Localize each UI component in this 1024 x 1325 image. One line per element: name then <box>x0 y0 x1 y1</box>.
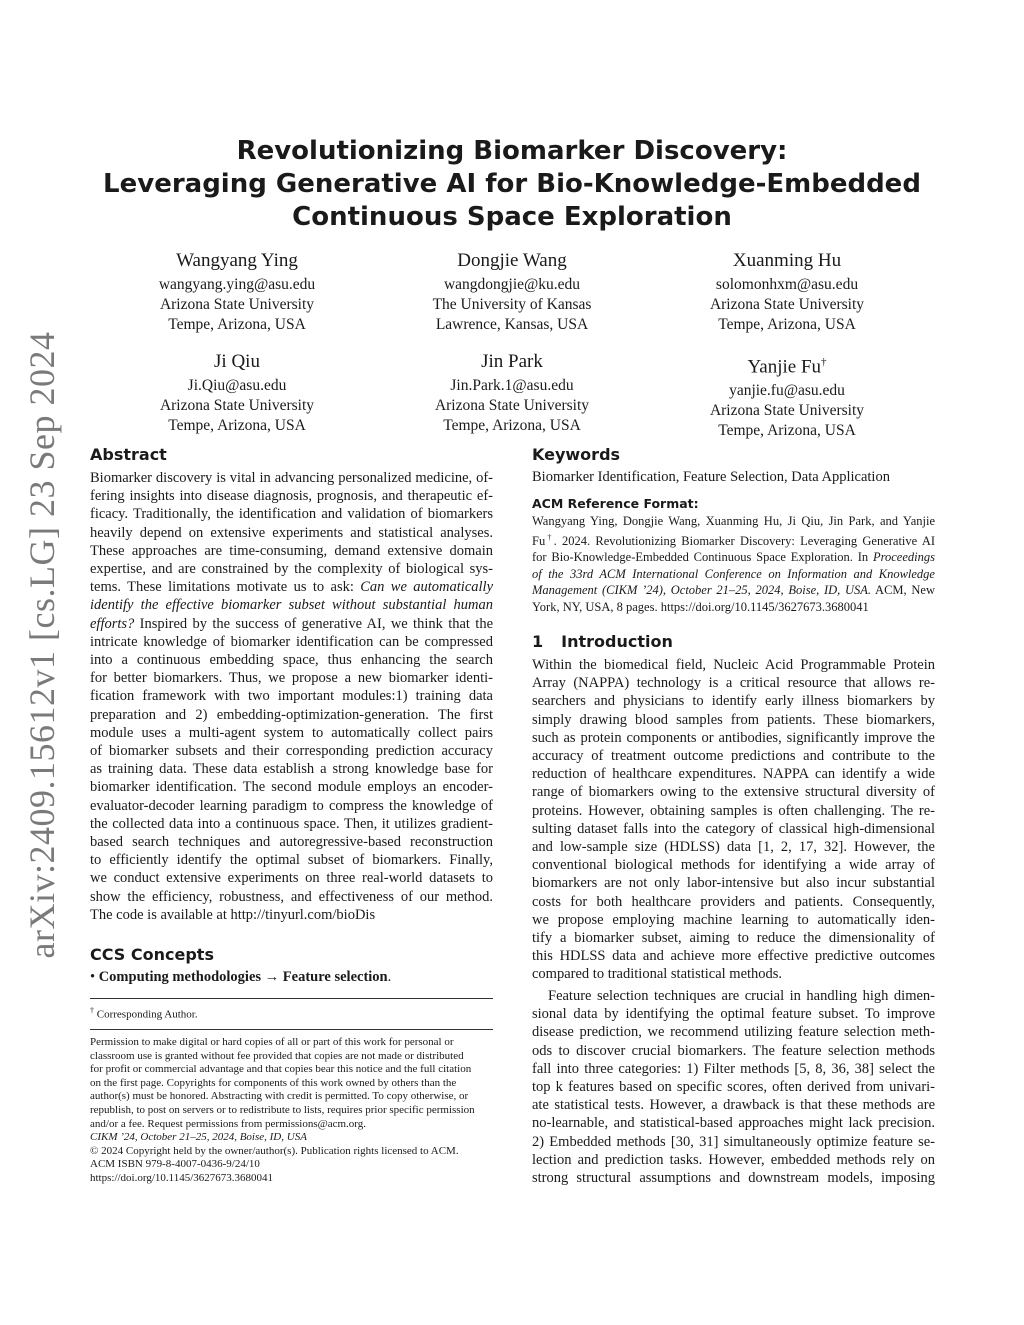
abstract-line: based search techniques and autoregressive-based reconstruction <box>90 834 493 851</box>
author-location: Lawrence, Kansas, USA <box>435 316 589 333</box>
isbn-line: ACM ISBN 979-8-4007-0436-9/24/10 <box>90 1158 260 1171</box>
acm-ref-line: York, NY, USA, 8 pages. https://doi.org/10.1145/3627673.3680041 <box>532 599 869 614</box>
ccs-item: Computing methodologies <box>98 969 262 985</box>
ccs-arrow: → <box>261 969 283 985</box>
intro-line: compared to traditional statistical methods. <box>532 966 783 983</box>
intro-line: tify a biomarker subset, aiming to reduce the dimensionality of <box>532 930 935 947</box>
author-location: Tempe, Arizona, USA <box>168 417 306 434</box>
acm-ref-italic: Proceedings <box>872 550 935 565</box>
intro-line: conventional biological methods for identifying a wide array of <box>532 857 935 874</box>
intro-line: lection and prediction tasks. However, embedded methods rely on <box>532 1151 935 1168</box>
author-block <box>87 249 387 335</box>
author-block <box>637 249 937 335</box>
author-block <box>87 350 387 436</box>
intro-line: Array (NAPPA) technology is a critical resource that allows re- <box>532 675 935 692</box>
footnote <box>90 1004 198 1022</box>
abstract-line: preparation and 2) embedding-optimization-generation. The first <box>90 706 493 723</box>
author-affiliation: Arizona State University <box>709 296 865 313</box>
footnote-text: Corresponding Author. <box>94 1008 198 1021</box>
intro-line: fall into three categories: 1) Filter methods [5, 8, 36, 38] select the <box>532 1060 935 1077</box>
ccs-heading: CCS Concepts <box>90 945 214 964</box>
permission-block <box>90 1036 493 1186</box>
ccs-concepts <box>90 969 391 986</box>
author-location: Tempe, Arizona, USA <box>718 316 856 333</box>
permission-divider <box>90 1029 493 1030</box>
abstract-line: biomarker identification. The second module employs an encoder- <box>90 779 493 796</box>
intro-line: this HDLSS data and achieve more effective predictive outcomes <box>532 948 935 965</box>
intro-paragraph-1 <box>532 656 935 984</box>
title-line-1: Revolutionizing Biomarker Discovery: <box>236 136 788 166</box>
intro-line: proteins. However, obtaining samples is often challenging. The re- <box>532 802 935 819</box>
author-email[interactable]: wangyang.ying@asu.edu <box>158 276 316 293</box>
permission-line: classroom use is granted without fee provided that copies are not made or distributed <box>90 1049 464 1062</box>
intro-line: biomarkers are not only labor-intensive but also incur substantial <box>532 875 935 892</box>
author-name: Dongjie Wang <box>457 250 567 271</box>
abstract-line: The code is available at http://tinyurl.com/bioDis <box>90 906 376 923</box>
author-name-text: Yanjie Fu <box>747 356 822 378</box>
intro-paragraph-2 <box>532 987 935 1187</box>
abstract-line: we conduct extensive experiments on three real-world datasets to <box>90 870 493 887</box>
intro-line: top k features based on specific scores, often derived from univari- <box>532 1079 935 1096</box>
abstract-body <box>90 469 493 924</box>
acm-reference <box>532 513 935 615</box>
acm-ref-line <box>532 549 935 566</box>
abstract-line: module uses a multi-agent system to automatically collect pairs <box>90 724 493 741</box>
intro-line: costs for both healthcare providers and patients. Consequently, <box>532 893 935 910</box>
acm-ref-line <box>532 566 935 583</box>
acm-ref-line <box>532 582 935 599</box>
author-name: Ji Qiu <box>214 351 260 372</box>
intro-line: disease prediction, we recommend utilizing feature selection meth- <box>532 1024 935 1041</box>
permission-line: republish, to post on servers or to redistribute to lists, requires prior specific permission <box>90 1103 475 1116</box>
intro-line: searchers and physicians to identify early illness biomarkers by <box>532 693 935 710</box>
abstract-line: to efficiently identify the optimal subset of biomarkers. Finally, <box>90 852 493 869</box>
intro-line: ods to discover crucial biomarkers. The feature selection methods <box>532 1042 935 1059</box>
conference-venue: CIKM ’24, October 21–25, 2024, Boise, ID, USA <box>90 1131 307 1144</box>
ccs-end: . <box>387 969 392 985</box>
section-title: Introduction <box>561 632 673 651</box>
intro-line: simply drawing blood samples from patients. These biomarkers, <box>532 711 935 728</box>
intro-line: ate statistical tests. However, a drawback is that these methods are <box>532 1097 935 1114</box>
abstract-line: as training data. These data establish a strong knowledge base for <box>90 761 493 778</box>
author-affiliation: Arizona State University <box>159 397 315 414</box>
abstract-question: Can we automatically <box>360 579 494 596</box>
abstract-line: of biomarker subsets and their corresponding prediction accuracy <box>90 743 493 760</box>
author-email[interactable]: yanjie.fu@asu.edu <box>729 382 845 400</box>
author-affiliation: Arizona State University <box>709 402 865 420</box>
arxiv-identifier: arXiv:2409.15612v1 [cs.LG] 23 Sep 2024 <box>22 331 62 959</box>
author-email[interactable]: Jin.Park.1@asu.edu <box>450 377 574 394</box>
intro-line: such as protein components or antibodies, significantly improve the <box>532 729 935 746</box>
author-email[interactable]: Ji.Qiu@asu.edu <box>187 377 287 394</box>
intro-line: accuracy of treatment outcome predictions and contribute to the <box>532 748 935 765</box>
author-block <box>637 350 937 441</box>
abstract-line <box>90 596 493 614</box>
abstract-line: for better biomarkers. Thus, we propose a new biomarker identi- <box>90 670 493 687</box>
title-line-3: Continuous Space Exploration <box>292 202 732 232</box>
author-affiliation: The University of Kansas <box>432 296 592 313</box>
author-email[interactable]: wangdongjie@ku.edu <box>443 276 581 293</box>
author-affiliation: Arizona State University <box>434 397 590 414</box>
author-email[interactable]: solomonhxm@asu.edu <box>715 276 859 293</box>
intro-line: Feature selection techniques are crucial in handling high dimen- <box>548 988 935 1004</box>
intro-line: sulting dataset falls into the category of classical high-dimensional <box>532 820 935 837</box>
author-name: Jin Park <box>481 351 543 372</box>
permission-line: and/or a fee. Request permissions from permissions@acm.org. <box>90 1117 367 1130</box>
acm-ref-text: Fu <box>532 533 546 548</box>
abstract-line: into a continuous embedding space, thus enhancing the search <box>90 652 493 669</box>
author-name: Xuanming Hu <box>732 250 842 271</box>
acm-ref-line <box>532 530 935 550</box>
title-line-2: Leveraging Generative AI for Bio-Knowledge-Embedded <box>103 169 921 199</box>
abstract-line <box>90 615 493 633</box>
keywords-text: Biomarker Identification, Feature Selection, Data Application <box>532 469 890 485</box>
abstract-question: efforts? <box>90 615 135 632</box>
acm-ref-text: . 2024. Revolutionizing Biomarker Discovery: Leveraging Generative AI <box>553 533 936 548</box>
paper-title <box>100 135 924 234</box>
section-number: 1 <box>532 632 544 651</box>
abstract-line: evaluator-decoder learning paradigm to compress the knowledge of <box>90 797 493 814</box>
copyright-line: © 2024 Copyright held by the owner/author(s). Publication rights licensed to ACM. <box>90 1144 459 1157</box>
acm-ref-text: for Bio-Knowledge-Embedded Continuous Space Exploration. In <box>532 550 873 565</box>
permission-line: Permission to make digital or hard copies of all or part of this work for personal or <box>90 1036 454 1048</box>
intro-heading <box>532 632 673 651</box>
abstract-heading: Abstract <box>90 445 167 464</box>
intro-line: we propose employing machine learning to automatically iden- <box>532 911 935 928</box>
acm-ref-heading: ACM Reference Format: <box>532 496 699 511</box>
author-location: Tempe, Arizona, USA <box>443 417 581 434</box>
author-location: Tempe, Arizona, USA <box>718 422 856 440</box>
intro-line: 2) Embedded methods [30, 31] simultaneously optimize feature se- <box>532 1133 935 1150</box>
abstract-text: tems. These limitations motivate us to ask: <box>90 579 361 596</box>
intro-line: and low-sample size (HDLSS) data [1, 2, 17, 32]. However, the <box>532 839 935 856</box>
abstract-line: Biomarker discovery is vital in advancing personalized medicine, of- <box>90 470 493 486</box>
author-location: Tempe, Arizona, USA <box>168 316 306 333</box>
intro-line: strong structural assumptions and downstream models, imposing <box>532 1170 935 1187</box>
intro-line: Within the biomedical field, Nucleic Acid Programmable Protein <box>532 657 935 673</box>
author-block <box>362 350 662 436</box>
permission-line: author(s) must be honored. Abstracting with credit is permitted. To copy otherwise, or <box>90 1090 469 1103</box>
author-name <box>637 350 937 379</box>
dagger-mark: † <box>90 1006 94 1015</box>
abstract-text: Inspired by the success of generative AI, we think that the <box>134 615 493 632</box>
doi-link[interactable]: https://doi.org/10.1145/3627673.3680041 <box>90 1171 274 1184</box>
abstract-line: fication framework with two important modules:1) training data <box>90 688 493 705</box>
permission-line: for profit or commercial advantage and that copies bear this notice and the full citation <box>90 1063 472 1076</box>
dagger-mark: † <box>821 356 827 368</box>
acm-ref-text: ACM, New <box>871 583 935 598</box>
acm-ref-italic: Management (CIKM ’24), October 21–25, 2024, Boise, ID, USA. <box>532 583 872 598</box>
author-name: Wangyang Ying <box>176 250 298 271</box>
acm-ref-line: Wangyang Ying, Dongjie Wang, Xuanming Hu, Ji Qiu, Jin Park, and Yanjie <box>532 514 935 528</box>
abstract-line: expertise, and are constrained by the complexity of biological sys- <box>90 561 493 578</box>
intro-line: range of biomarkers owing to the extensive structural diversity of <box>532 784 935 801</box>
author-affiliation: Arizona State University <box>159 296 315 313</box>
abstract-line: heavily depend on extensive experiments and statistical analyses. <box>90 524 493 541</box>
footnote-divider <box>90 998 493 999</box>
author-block <box>362 249 662 335</box>
intro-line: sional data by identifying the optimal feature subset. To improve <box>532 1006 935 1023</box>
keywords-heading: Keywords <box>532 445 621 464</box>
abstract-line: These approaches are time-consuming, demand extensive domain <box>90 542 493 559</box>
dagger-mark: † <box>545 532 554 542</box>
acm-ref-italic: of the 33rd ACM International Conference on Information and Knowledge <box>532 566 935 581</box>
abstract-question: identify the effective biomarker subset without substantial human <box>90 597 493 614</box>
ccs-item: Feature selection <box>282 969 388 985</box>
intro-line: reduction of healthcare expenditures. NAPPA can identify a wide <box>532 766 935 783</box>
abstract-line: show the efficiency, robustness, and effectiveness of our method. <box>90 888 493 905</box>
abstract-line: ficacy. Traditionally, the identification and validation of biomarkers <box>90 506 493 523</box>
abstract-line: intricate knowledge of biomarker identification can be compressed <box>90 633 493 650</box>
abstract-line: fering insights into disease diagnosis, prognosis, and therapeutic ef- <box>90 488 493 505</box>
permission-line: on the first page. Copyrights for components of this work owned by others than the <box>90 1076 457 1089</box>
ccs-bullet: • <box>90 969 99 985</box>
intro-line: no-learnable, and statistical-based approaches might lack precision. <box>532 1115 935 1132</box>
abstract-line: the collected data into a continuous space. Then, it utilizes gradient- <box>90 815 493 832</box>
abstract-line <box>90 578 493 596</box>
